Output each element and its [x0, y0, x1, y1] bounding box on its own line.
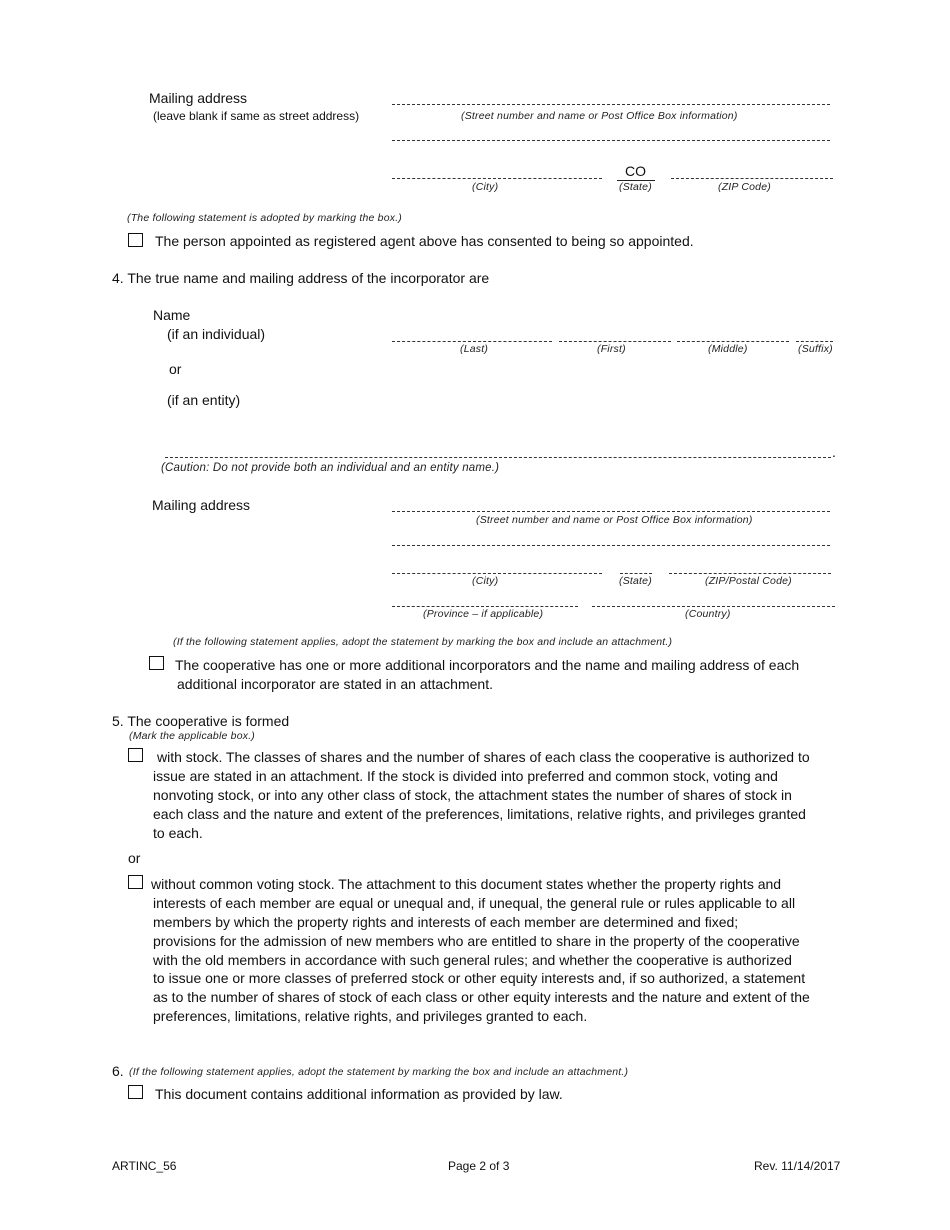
middle-name-field[interactable]: [677, 341, 789, 342]
incorporator-street-field-2[interactable]: [392, 545, 830, 546]
agent-city-field[interactable]: [392, 178, 602, 179]
incorporator-city-caption: (City): [472, 575, 499, 587]
without-stock-line-3: members by which the property rights and interests of each member are determined and fixed;: [153, 914, 739, 930]
with-stock-line-1: with stock. The classes of shares and the number of shares of each class the cooperative is authorized to: [157, 749, 810, 765]
incorporator-zip-field[interactable]: [669, 573, 831, 574]
with-stock-line-4: each class and the nature and extent of the preferences, limitations, relative rights, and privileges granted: [153, 806, 806, 822]
section6-number: 6.: [112, 1063, 124, 1079]
individual-or-entity-or: or: [169, 361, 182, 377]
incorporator-street-field[interactable]: [392, 511, 830, 512]
stock-option-or: or: [128, 850, 141, 866]
agent-zip-caption: (ZIP Code): [718, 181, 771, 193]
footer-form-id: ARTINC_56: [112, 1159, 177, 1173]
with-stock-line-3: nonvoting stock, or into any other class of stock, the attachment states the number of shares of stock in: [153, 787, 792, 803]
without-stock-checkbox[interactable]: [128, 875, 143, 889]
agent-street-field[interactable]: [392, 104, 830, 105]
section4-heading: 4. The true name and mailing address of the incorporator are: [112, 270, 490, 286]
first-name-field[interactable]: [559, 341, 671, 342]
agent-zip-field[interactable]: [671, 178, 833, 179]
additional-incorporators-checkbox[interactable]: [149, 656, 164, 670]
agent-city-caption: (City): [472, 181, 499, 193]
suffix-field[interactable]: [796, 341, 833, 342]
consent-note: (The following statement is adopted by marking the box.): [127, 212, 403, 224]
last-name-field[interactable]: [392, 341, 552, 342]
with-stock-line-2: issue are stated in an attachment. If the stock is divided into preferred and common stock, voting and: [153, 768, 778, 784]
section6-note: (If the following statement applies, adopt the statement by marking the box and include an attachment.): [129, 1066, 629, 1078]
incorporator-name-label: Name: [153, 307, 191, 323]
additional-info-checkbox[interactable]: [128, 1085, 143, 1099]
agent-mailing-sublabel: (leave blank if same as street address): [153, 109, 360, 123]
without-stock-line-7: as to the number of shares of stock of each class or other equity interests and the nature and extent of the: [153, 989, 810, 1005]
with-stock-checkbox[interactable]: [128, 748, 143, 762]
province-caption: (Province – if applicable): [423, 608, 544, 620]
incorporator-state-caption: (State): [619, 575, 652, 587]
incorporator-mailing-label: Mailing address: [152, 497, 251, 513]
without-stock-line-5: with the old members in accordance with such general rules; and whether the cooperative is authorized: [153, 952, 792, 968]
last-caption: (Last): [460, 343, 489, 355]
incorporator-city-field[interactable]: [392, 573, 602, 574]
caution-note: (Caution: Do not provide both an individual and an entity name.): [161, 462, 500, 474]
entity-period: .: [832, 444, 836, 460]
incorporator-state-field[interactable]: [620, 573, 652, 574]
country-caption: (Country): [685, 608, 731, 620]
section5-note: (Mark the applicable box.): [129, 730, 256, 742]
without-stock-line-1: without common voting stock. The attachment to this document states whether the property rights and: [151, 876, 782, 892]
suffix-caption: (Suffix): [798, 343, 833, 355]
incorporator-province-field[interactable]: [392, 606, 578, 607]
without-stock-line-4: provisions for the admission of new members who are entitled to share in the property of the cooperative: [153, 933, 800, 949]
additional-info-text: This document contains additional information as provided by law.: [155, 1086, 563, 1102]
without-stock-line-2: interests of each member are equal or unequal and, if unequal, the general rule or rules applicable to all: [153, 895, 796, 911]
consent-checkbox[interactable]: [128, 233, 143, 247]
agent-mailing-label: Mailing address: [149, 90, 248, 106]
additional-incorporators-note: (If the following statement applies, adopt the statement by marking the box and include an attachment.): [173, 636, 673, 648]
agent-state-value: CO: [625, 163, 646, 179]
additional-incorporators-text-2: additional incorporator are stated in an attachment.: [177, 676, 493, 692]
agent-street-caption: (Street number and name or Post Office Box information): [461, 110, 738, 122]
with-stock-line-5: to each.: [153, 825, 203, 841]
incorporator-zip-caption: (ZIP/Postal Code): [705, 575, 792, 587]
incorporator-country-field[interactable]: [592, 606, 835, 607]
agent-street-field-2[interactable]: [392, 140, 830, 141]
consent-text: The person appointed as registered agent above has consented to being so appointed.: [155, 233, 694, 249]
middle-caption: (Middle): [708, 343, 748, 355]
first-caption: (First): [597, 343, 626, 355]
entity-label: (if an entity): [167, 392, 241, 408]
without-stock-line-8: preferences, limitations, relative rights, and privileges granted to each.: [153, 1008, 588, 1024]
agent-state-caption: (State): [619, 181, 652, 193]
individual-label: (if an individual): [167, 326, 266, 342]
additional-incorporators-text-1: The cooperative has one or more additional incorporators and the name and mailing address of each: [175, 657, 800, 673]
footer-page-number: Page 2 of 3: [448, 1159, 510, 1173]
entity-name-field[interactable]: [165, 457, 831, 458]
section5-heading: 5. The cooperative is formed: [112, 713, 290, 729]
incorporator-street-caption: (Street number and name or Post Office Box information): [476, 514, 753, 526]
footer-revision: Rev. 11/14/2017: [754, 1159, 841, 1173]
without-stock-line-6: to issue one or more classes of preferred stock or other equity interests and, if so authorized, a statement: [153, 970, 806, 986]
